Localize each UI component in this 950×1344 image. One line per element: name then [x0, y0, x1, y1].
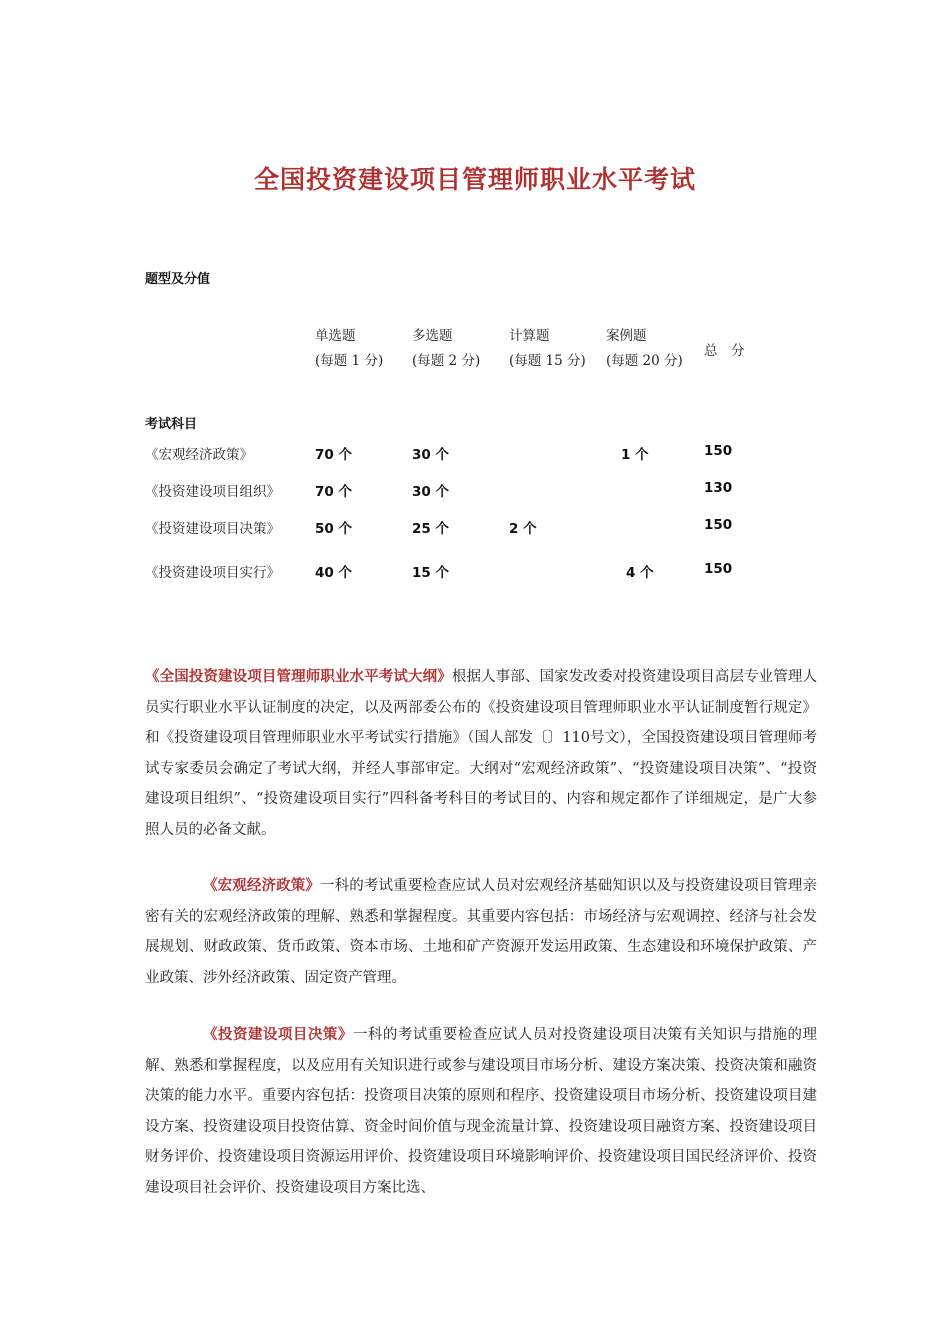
column-header-multi — [412, 324, 480, 374]
paragraph-project-decision — [145, 1020, 817, 1203]
case-count: 1 个 — [621, 447, 649, 463]
column-note: (每题 15 分) — [509, 353, 586, 369]
table-row — [0, 517, 950, 541]
subject-name: 《宏观经济政策》 — [145, 447, 253, 463]
outline-title-highlight: 《全国投资建设项目管理师职业水平考试大纲》 — [145, 668, 452, 685]
single-count: 70 个 — [315, 447, 352, 463]
single-count: 40 个 — [315, 565, 352, 581]
document-title: 全国投资建设项目管理师职业水平考试 — [253, 165, 696, 194]
column-name: 计算题 — [509, 328, 550, 344]
column-note: (每题 2 分) — [412, 353, 481, 369]
paragraph-text: 一科的考试重要检查应试人员对投资建设项目决策有关知识与措施的理解、熟悉和掌握程度，以及应用有关知识进行或参与建设项目市场分析、建设方案决策、投资决策和融资决策的能力水平。重要内容包括：投资项目决策的原则和程序、投资建设项目市场分析、投资建设项目建设方案、投资建设项目投资估算、资金时间价值与现金流量计算、投资建设项目融资方案、投资建设项目财务评价、投资建设项目资源运用评价、投资建设项目环境影响评价、投资建设项目国民经济评价、投资建设项目社会评价、投资建设项目方案比选、 — [145, 1027, 817, 1196]
case-count: 4 个 — [626, 565, 654, 581]
total-score: 150 — [704, 443, 733, 459]
column-name: 案例题 — [606, 328, 647, 344]
paragraph-outline-intro — [145, 662, 817, 845]
single-count: 50 个 — [315, 521, 352, 537]
subject-highlight: 《宏观经济政策》 — [203, 877, 320, 894]
multi-count: 30 个 — [412, 484, 449, 500]
calc-count: 2 个 — [509, 521, 537, 537]
total-score: 150 — [704, 561, 733, 577]
column-note: (每题 20 分) — [606, 353, 683, 369]
column-header-calc — [509, 324, 586, 374]
table-row — [0, 561, 950, 585]
subject-name: 《投资建设项目实行》 — [145, 565, 280, 581]
column-name: 单选题 — [315, 328, 356, 344]
subject-name: 《投资建设项目决策》 — [145, 521, 280, 537]
paragraph-text: 一科的考试重要检查应试人员对宏观经济基础知识以及与投资建设项目管理亲密有关的宏观经济政策的理解、熟悉和掌握程度。其重要内容包括：市场经济与宏观调控、经济与社会发展规划、财政政策、货币政策、资本市场、土地和矿产资源开发运用政策、生态建设和环境保护政策、产业政策、涉外经济政策、固定资产管理。 — [145, 878, 818, 986]
column-header-single — [315, 324, 383, 374]
column-note: (每题 1 分) — [315, 353, 384, 369]
table-row — [0, 480, 950, 504]
table-row — [0, 443, 950, 467]
multi-count: 30 个 — [412, 447, 449, 463]
multi-count: 15 个 — [412, 565, 449, 581]
column-name: 多选题 — [412, 328, 453, 344]
paragraph-text: 根据人事部、国家发改委对投资建设项目高层专业管理人员实行职业水平认证制度的决定，以及两部委公布的《投资建设项目管理师职业水平认证制度暂行规定》和《投资建设项目管理师职业水平考试实行措施》（国人部发〔〕110号文），全国投资建设项目管理师考试专家委员会确定了考试大纲，并经人事部审定。大纲对“宏观经济政策”、“投资建设项目决策”、“投资建设项目组织”、“投资建设项目实行”四科备考科目的考试目的、内容和规定都作了详细规定，是广大参照人员的必备文献。 — [145, 669, 818, 838]
subject-highlight: 《投资建设项目决策》 — [203, 1026, 353, 1043]
subject-label: 考试科目 — [145, 417, 198, 432]
section-label-question-types: 题型及分值 — [145, 272, 211, 287]
column-header-case — [606, 324, 683, 374]
total-score: 130 — [704, 480, 733, 496]
total-score: 150 — [704, 517, 733, 533]
column-header-total: 总 分 — [704, 343, 745, 359]
paragraph-macro-policy — [145, 871, 817, 993]
single-count: 70 个 — [315, 484, 352, 500]
multi-count: 25 个 — [412, 521, 449, 537]
subject-name: 《投资建设项目组织》 — [145, 484, 280, 500]
